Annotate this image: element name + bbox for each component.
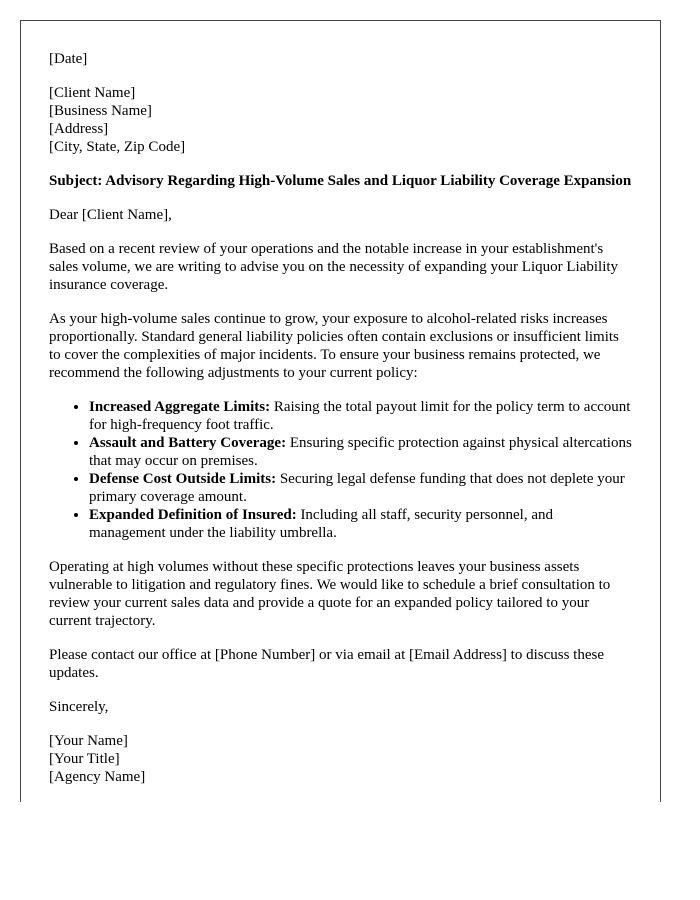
- letter-page: [20, 20, 661, 802]
- recipient-address-block: [49, 84, 632, 156]
- closing: Sincerely,: [49, 699, 109, 715]
- operating-paragraph: Operating at high volumes without these specific protections leaves your business assets vulnerable to litigation and regulatory fines. We would like to schedule a brief consultation to review your current sales data and provide a quote for an expanded policy tailored to your current trajectory.: [49, 559, 611, 629]
- recommendation-title: Expanded Definition of Insured:: [89, 507, 297, 523]
- recommendations-list: [49, 398, 632, 542]
- signature-block: [49, 732, 632, 786]
- salutation: Dear [Client Name],: [49, 207, 172, 223]
- recommendation-text: Securing legal defense funding that does not deplete your primary coverage amount.: [89, 471, 625, 505]
- list-item: [89, 434, 632, 470]
- signature-title: [Your Title]: [49, 751, 120, 767]
- exposure-paragraph: As your high-volume sales continue to grow, your exposure to alcohol-related risks increases proportionally. Standard general liability policies often contain exclusions or insufficient limits to cover the complexities of major incidents. To ensure your business remains protected, we recommend the following adjustments to your current policy:: [49, 311, 619, 381]
- recipient-address: [Address]: [49, 121, 109, 137]
- intro-paragraph: Based on a recent review of your operations and the notable increase in your establishment's sales volume, we are writing to advise you on the necessity of expanding your Liquor Liability insurance coverage.: [49, 241, 619, 293]
- list-item: [89, 398, 632, 434]
- recommendation-title: Defense Cost Outside Limits:: [89, 471, 277, 487]
- recipient-city-state-zip: [City, State, Zip Code]: [49, 139, 186, 155]
- recommendation-text: Ensuring specific protection against physical altercations that may occur on premises.: [89, 435, 632, 469]
- signature-agency: [Agency Name]: [49, 769, 146, 785]
- recommendation-title: Assault and Battery Coverage:: [89, 435, 287, 451]
- recipient-name: [Client Name]: [49, 85, 136, 101]
- list-item: [89, 470, 632, 506]
- recommendation-title: Increased Aggregate Limits:: [89, 399, 271, 415]
- recipient-business: [Business Name]: [49, 103, 152, 119]
- recommendation-text: Including all staff, security personnel, and management under the liability umbrella.: [89, 507, 554, 541]
- recommendation-text: Raising the total payout limit for the policy term to account for high-frequency foot traffic.: [89, 399, 631, 433]
- subject-line: Subject: Advisory Regarding High-Volume Sales and Liquor Liability Coverage Expansion: [49, 173, 632, 189]
- contact-paragraph: Please contact our office at [Phone Number] or via email at [Email Address] to discuss these updates.: [49, 647, 604, 681]
- list-item: [89, 506, 632, 542]
- signature-name: [Your Name]: [49, 733, 128, 749]
- letter-date: [Date]: [49, 51, 88, 67]
